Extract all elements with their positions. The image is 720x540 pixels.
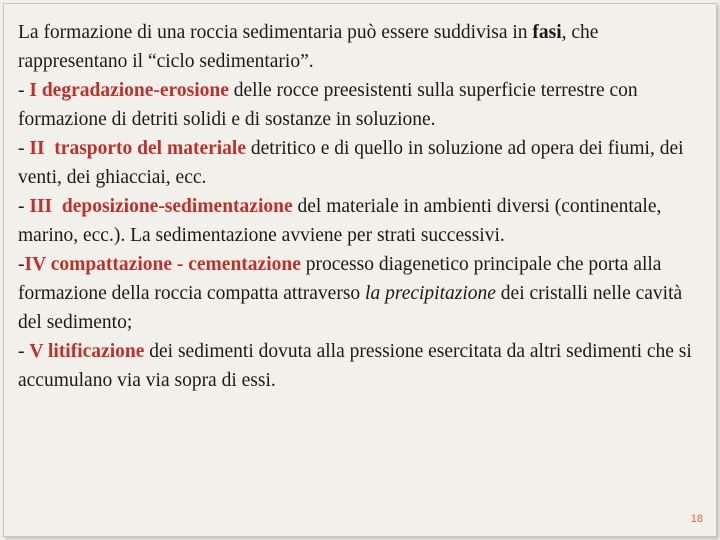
intro-text-2: , che rappresentano il “ciclo sedimentario”. [18,22,599,72]
phase-label: I degradazione-erosione [29,80,229,101]
phase-prefix: - [18,196,30,217]
phase-label: IV compattazione - cementazione [24,254,301,275]
phase-text: del materiale in ambienti diversi (continentale, marino, ecc.). La sedimentazione avviene per strati successivi. [18,196,662,246]
phase-italic-term: la precipitazione [365,283,496,304]
phase-prefix: - [18,341,30,362]
phase-prefix: - [18,80,30,101]
phase-text: detritico e di quello in soluzione ad opera dei fiumi, dei venti, dei ghiacciai, ecc. [18,138,684,188]
phase-text: processo diagenetico principale che porta alla formazione della roccia compatta attraverso [18,254,662,304]
phase-item-3 [18,192,708,250]
slide-body [18,18,708,395]
phase-item-4 [18,250,708,337]
phase-text: dei sedimenti dovuta alla pressione esercitata da altri sedimenti che si accumulano via via sopra di essi. [18,341,692,391]
phase-label: III deposizione-sedimentazione [29,196,293,217]
intro-paragraph [18,18,708,76]
intro-fasi-term: fasi [532,22,562,43]
phase-prefix: - [18,138,30,159]
phase-text-end: dei cristalli nelle cavità del sedimento; [18,283,683,333]
phase-label: V litificazione [29,341,145,362]
phase-item-5 [18,337,708,395]
phase-label: II trasporto del materiale [29,138,246,159]
page-number: 18 [690,513,703,525]
phase-item-2 [18,134,708,192]
phase-prefix: - [18,254,25,275]
phase-item-1 [18,76,708,134]
phase-text: delle rocce preesistenti sulla superficie terrestre con formazione di detriti solidi e di sostanze in soluzione. [18,80,638,130]
intro-text-1: La formazione di una roccia sedimentaria può essere suddivisa in [18,22,533,43]
